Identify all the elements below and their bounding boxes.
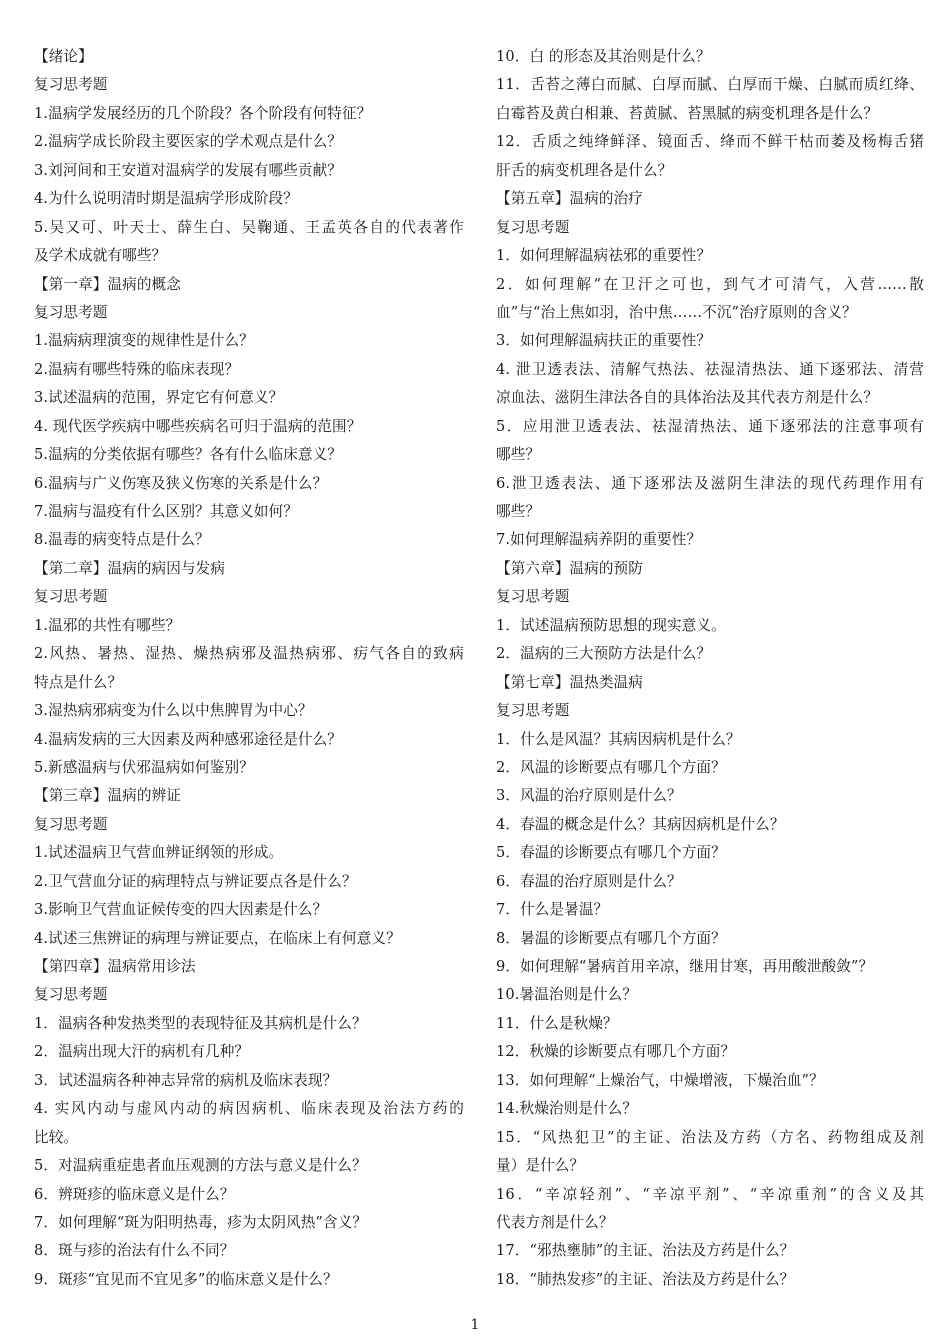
question-line: 1.温邪的共性有哪些？	[34, 616, 181, 634]
question-line: 9．如何理解“暑病首用辛凉，继用甘寒，再用酸泄酸敛”？	[496, 958, 874, 975]
section-heading: 【第二章】温病的病因与发病	[34, 559, 226, 577]
question-line: 13．如何理解“上燥治气，中燥增液，下燥治血”？	[496, 1071, 824, 1089]
subsection-label: 复习思考题	[496, 588, 570, 606]
question-line: 10．白 的形态及其治则是什么？	[496, 48, 711, 65]
question-line: 4. 泄卫透表法、清解气热法、祛湿清热法、通下逐邪法、清营	[496, 360, 924, 378]
section-heading: 【第一章】温病的概念	[34, 275, 181, 293]
question-line: 4．春温的概念是什么？其病因病机是什么？	[496, 815, 785, 833]
question-line: 哪些？	[496, 446, 541, 464]
question-line: 2．如何理解“在卫汗之可也，到气才可清气，入营……散	[496, 275, 924, 293]
section-heading: 【第五章】温病的治疗	[496, 190, 643, 208]
question-line: 9．斑疹“宜见而不宜见多”的临床意义是什么？	[34, 1270, 338, 1288]
question-line: 6．春温的治疗原则是什么？	[496, 872, 682, 890]
question-line: 特点是什么？	[34, 673, 123, 691]
question-line: 4. 实风内动与虚风内动的病因病机、临床表现及治法方药的	[34, 1100, 464, 1118]
question-line: 3．风温的治疗原则是什么？	[496, 787, 682, 805]
question-line: 3.影响卫气营血证候传变的四大因素是什么？	[34, 901, 328, 919]
question-line: 5．应用泄卫透表法、祛湿清热法、通下逐邪法的注意事项有	[496, 417, 924, 435]
section-heading: 【第四章】温病常用诊法	[34, 958, 196, 975]
question-line: 3.湿热病邪病变为什么以中焦脾胃为中心？	[34, 702, 313, 720]
question-line: 2.风热、暑热、湿热、燥热病邪及温热病邪、疠气各自的致病	[34, 645, 464, 663]
question-line: 11．舌苔之薄白而腻、白厚而腻、白厚而干燥、白腻而质红绛、	[496, 76, 924, 94]
question-line: 6.泄卫透表法、通下逐邪法及滋阴生津法的现代药理作用有	[496, 474, 924, 492]
question-line: 11．什么是秋燥？	[496, 1014, 618, 1032]
question-line: 10.暑温治则是什么？	[496, 986, 638, 1004]
page-number: 1	[470, 1317, 480, 1333]
question-line: 5.吴又可、叶天士、薛生白、吴鞠通、王孟英各自的代表著作	[34, 218, 464, 236]
question-line: 2．温病的三大预防方法是什么？	[496, 645, 712, 663]
question-line: 6．辨斑疹的临床意义是什么？	[34, 1185, 235, 1203]
question-line: 及学术成就有哪些？	[34, 247, 167, 265]
question-line: 白霉苔及黄白相兼、苔黄腻、苔黑腻的病变机理各是什么？	[496, 104, 879, 122]
question-line: 血”与“治上焦如羽，治中焦……不沉”治疗原则的含义？	[496, 303, 857, 321]
question-line: 5．对温病重症患者血压观测的方法与意义是什么？	[34, 1157, 367, 1175]
question-line: 4.为什么说明清时期是温病学形成阶段？	[34, 190, 298, 208]
question-line: 8．暑温的诊断要点有哪几个方面？	[496, 929, 726, 947]
subsection-label: 复习思考题	[34, 986, 108, 1004]
question-line: 7．什么是暑温？	[496, 901, 609, 919]
question-line: 5.温病的分类依据有哪些？各有什么临床意义？	[34, 446, 343, 464]
question-line: 14.秋燥治则是什么？	[496, 1100, 638, 1118]
subsection-label: 复习思考题	[34, 76, 108, 94]
question-line: 代表方剂是什么？	[496, 1213, 614, 1231]
question-line: 比较。	[34, 1128, 79, 1146]
question-line: 3．如何理解温病扶正的重要性？	[496, 332, 712, 350]
section-heading: 【第三章】温病的辨证	[34, 787, 181, 805]
question-line: 12．秋燥的诊断要点有哪几个方面？	[496, 1043, 736, 1061]
question-line: 5.新感温病与伏邪温病如何鉴别？	[34, 758, 254, 776]
question-line: 量）是什么？	[496, 1157, 585, 1175]
question-line: 3．试述温病各种神志异常的病机及临床表现？	[34, 1071, 338, 1089]
right-column	[496, 43, 924, 1294]
subsection-label: 复习思考题	[496, 702, 570, 720]
question-line: 17．“邪热壅肺”的主证、治法及方药是什么？	[496, 1242, 795, 1260]
question-line: 1．温病各种发热类型的表现特征及其病机是什么？	[34, 1014, 367, 1032]
question-line: 7．如何理解“斑为阳明热毒，疹为太阴风热”含义？	[34, 1213, 368, 1231]
question-line: 15．“风热犯卫”的主证、治法及方药（方名、药物组成及剂	[496, 1128, 924, 1146]
question-line: 2.卫气营血分证的病理特点与辨证要点各是什么？	[34, 872, 357, 890]
subsection-label: 复习思考题	[34, 303, 108, 321]
question-line: 12．舌质之纯绛鲜泽、镜面舌、绛而不鲜干枯而萎及杨梅舌猪	[496, 133, 924, 151]
question-line: 1.试述温病卫气营血辨证纲领的形成。	[34, 844, 284, 862]
section-heading: 【第七章】温热类温病	[496, 673, 643, 691]
subsection-label: 复习思考题	[34, 588, 108, 606]
question-line: 5．春温的诊断要点有哪几个方面？	[496, 844, 726, 862]
question-line: 4. 现代医学疾病中哪些疾病名可归于温病的范围？	[34, 417, 362, 435]
question-line: 7.如何理解温病养阴的重要性？	[496, 531, 702, 549]
subsection-label: 复习思考题	[496, 218, 570, 236]
question-line: 1.温病病理演变的规律性是什么？	[34, 332, 254, 350]
question-line: 哪些？	[496, 503, 541, 520]
question-line: 16．“辛凉轻剂”、“辛凉平剂”、“辛凉重剂”的含义及其	[496, 1185, 924, 1203]
question-line: 凉血法、滋阴生津法各自的具体治法及其代表方剂是什么？	[496, 389, 879, 407]
question-line: 2.温病学成长阶段主要医家的学术观点是什么？	[34, 133, 343, 151]
question-line: 肝舌的病变机理各是什么？	[496, 161, 673, 179]
question-line: 8．斑与疹的治法有什么不同？	[34, 1242, 235, 1260]
question-line: 6.温病与广义伤寒及狭义伤寒的关系是什么？	[34, 474, 328, 492]
question-line: 2．温病出现大汗的病机有几种？	[34, 1043, 250, 1061]
question-line: 1．试述温病预防思想的现实意义。	[496, 616, 726, 634]
question-line: 3.试述温病的范围，界定它有何意义？	[34, 389, 284, 407]
section-heading: 【绪论】	[34, 48, 93, 65]
question-line: 2．风温的诊断要点有哪几个方面？	[496, 758, 726, 776]
subsection-label: 复习思考题	[34, 815, 108, 833]
question-line: 8.温毒的病变特点是什么？	[34, 531, 210, 549]
question-line: 1．如何理解温病祛邪的重要性？	[496, 247, 712, 265]
question-line: 18．“肺热发疹”的主证、治法及方药是什么？	[496, 1270, 795, 1288]
question-line: 4.试述三焦辨证的病理与辨证要点，在临床上有何意义？	[34, 929, 401, 947]
question-line: 7.温病与温疫有什么区别？其意义如何？	[34, 503, 298, 520]
left-column	[34, 43, 464, 1294]
question-line: 1．什么是风温？其病因病机是什么？	[496, 730, 741, 748]
question-line: 2.温病有哪些特殊的临床表现？	[34, 360, 240, 378]
question-line: 3.刘河间和王安道对温病学的发展有哪些贡献？	[34, 161, 343, 179]
section-heading: 【第六章】温病的预防	[496, 559, 643, 577]
question-line: 1.温病学发展经历的几个阶段？各个阶段有何特征？	[34, 104, 372, 122]
question-line: 4.温病发病的三大因素及两种感邪途径是什么？	[34, 730, 343, 748]
